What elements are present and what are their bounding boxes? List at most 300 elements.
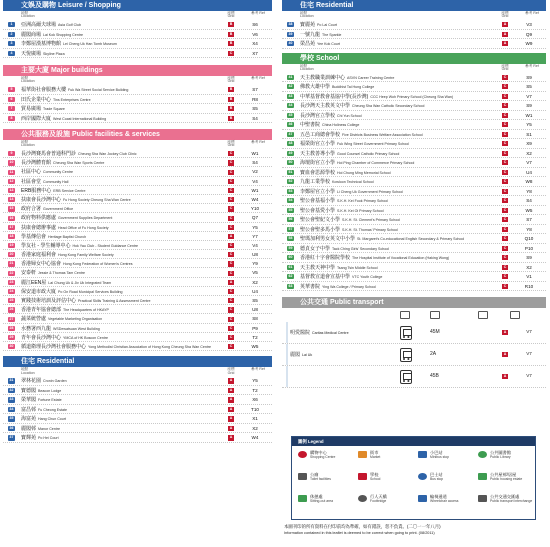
location-name-en: China Holiness College (322, 123, 360, 127)
list-item (3, 314, 272, 323)
column-header-grid: 座標 Grid (227, 76, 235, 84)
list-item (3, 95, 272, 105)
map-reference: V7 (526, 373, 532, 378)
location-name-en: CCC Heep Woh Primary School (Cheung Sha Wan) (370, 94, 454, 99)
location-name-zh: 佛教大雄中學 (300, 84, 331, 90)
location-name-zh: 西岸國際大廈 (21, 115, 52, 122)
location-name-zh: 天主教善導小學 (300, 150, 336, 157)
location-number: 15 (9, 206, 14, 211)
location-number: 53 (288, 188, 293, 193)
footbridge-icon (358, 495, 367, 502)
location-name-en: ERB Service Centre (53, 188, 86, 193)
map-reference: R8 (252, 96, 258, 102)
map-reference: V1 (526, 274, 532, 279)
list-item (282, 187, 546, 197)
map-reference: W4 (251, 196, 259, 202)
column-header-ref: 參考 Ref (251, 11, 265, 15)
location-name-zh: 英華書院 (300, 283, 321, 290)
section-leisure (3, 0, 272, 58)
location-number: 27 (9, 316, 14, 321)
location-number: 32 (9, 387, 14, 392)
location-name-en: S.K.H. Kei Oi Primary School (337, 208, 384, 213)
grid-badge: A (503, 373, 507, 378)
location-name-zh: 聖公會聖多馬小學 (300, 226, 341, 233)
map-reference: X1 (252, 416, 258, 422)
location-name-en: Manor Centre (38, 426, 60, 431)
location-name-zh: 長沙灣賽馬會普通科門診 (21, 151, 77, 157)
list-item (3, 30, 272, 40)
location-name-en: Community Hall (43, 179, 69, 184)
location-name-zh: 富昌邨 (21, 406, 37, 413)
list-item (3, 395, 272, 405)
list-item (3, 333, 272, 342)
location-number: 21 (9, 261, 14, 266)
facilities-list (3, 149, 272, 351)
location-name-zh: 扶康會長沙灣中心 (21, 196, 62, 203)
route-icon (430, 311, 440, 319)
map-reference: Y10 (250, 206, 260, 212)
grid-badge: C (503, 74, 507, 79)
map-reference: X6 (252, 397, 258, 403)
map-reference: X4 (252, 41, 258, 46)
stop-name (290, 351, 312, 358)
location-name-en: Buddhist Tai Hung College (332, 85, 375, 89)
location-name-en: Kowloon Technical School (332, 180, 374, 184)
map-reference: W1 (251, 187, 259, 193)
row-bar (286, 344, 288, 365)
map-reference: Y5 (526, 122, 532, 127)
location-number: 39 (288, 31, 293, 36)
location-name-zh: 榮華閣 (21, 397, 37, 404)
location-name-zh: 聖公會聖紀文小學 (300, 217, 341, 223)
grid-badge: C (229, 307, 233, 312)
section-residential-left (3, 356, 272, 443)
grid-badge: C (229, 316, 233, 321)
grid-badge: C (503, 93, 507, 98)
grid-badge: C (503, 236, 507, 241)
map-reference: S8 (252, 316, 258, 322)
location-name-zh: 青年會長沙灣中心 (21, 334, 62, 341)
grid-badge: C (503, 188, 507, 193)
stop-name-zh: 麗閣 (290, 352, 301, 358)
location-number: 30 (9, 344, 14, 349)
legend-label-zh: 街市 (370, 450, 379, 455)
school-list (282, 73, 546, 292)
map-reference: T2 (252, 334, 258, 340)
list-item (3, 104, 272, 114)
list-item (282, 20, 546, 30)
map-reference: V4 (252, 242, 258, 248)
route-number: 45M (430, 329, 440, 335)
location-name-zh: 一號九龍 (300, 31, 321, 38)
location-name-zh: 長沙灣天主教英文中學 (300, 103, 351, 109)
list-item (3, 158, 272, 167)
grid-badge: C (503, 160, 507, 165)
location-name-en: Hoi Ping Chamber of Commerce Primary School (337, 161, 415, 165)
section-header-residential-left: 住宅 Residential (3, 356, 272, 367)
location-number: 34 (9, 406, 14, 411)
location-name-zh: 政府合署 (21, 206, 42, 213)
legend-label-en: Footbridge (370, 499, 387, 504)
legend-item (490, 473, 522, 481)
section-header-buildings: 主要大廈 Major buildings (3, 65, 272, 76)
map-reference: Y5 (252, 378, 258, 384)
location-number: 16 (9, 215, 14, 220)
location-name-en: S.K.H. St. Clement's Primary School (342, 218, 401, 222)
column-header-ref: 參考 Ref (251, 140, 265, 144)
list-item (282, 73, 546, 83)
legend-label-zh: 休憩處 (310, 494, 323, 499)
legend-label-en: Minibus stop (430, 455, 450, 460)
grid-badge: A (503, 31, 507, 36)
wheelchair-icon (418, 495, 427, 502)
grid-badge: C (503, 103, 507, 108)
list-item (282, 263, 546, 273)
map-reference: S5 (526, 84, 532, 89)
school-icon (358, 473, 367, 480)
stop-name-en: Caritas Medical Centre (312, 331, 349, 335)
grid-badge: B (229, 87, 233, 92)
list-item (282, 234, 546, 244)
location-name-en: VTC Youth College (352, 275, 383, 279)
grid-badge: C (503, 131, 507, 136)
map-reference: W8 (525, 179, 533, 184)
location-name-en: The Hospital Institute of Vocational Education (Haking Wong) (352, 256, 450, 260)
legend-label-en: Public Library (490, 455, 511, 460)
location-number: 20 (9, 252, 14, 257)
grid-badge: A (229, 279, 233, 284)
map-reference: Y9 (252, 261, 258, 267)
location-name-zh: 學基傳信會 (21, 233, 47, 240)
location-name-en: Vegetable Marketing Organisation (48, 317, 103, 322)
location-name-en: Government Office (43, 207, 74, 212)
transport-row (282, 344, 546, 366)
list-item (3, 167, 272, 176)
legend-item (310, 473, 331, 481)
footnote-en: Information contained in this leaflet is deemed to be correct when going to print. (08/2011) (284, 531, 435, 535)
grid-badge: A (503, 41, 507, 46)
location-name-en: Asia Golf Club (58, 23, 81, 27)
location-name-en: Ying Wa College / Primary School (322, 284, 376, 289)
legend-label-en: Public housing estate (490, 477, 523, 482)
location-name-en: Po Lai Court (317, 23, 337, 27)
map-reference: S9 (526, 103, 532, 108)
grid-badge: A (503, 22, 507, 27)
list-item (282, 39, 546, 49)
location-number: 40 (288, 41, 293, 46)
location-name-en: Cronin Garden (43, 379, 67, 384)
transport-list (282, 322, 546, 388)
section-header-transport: 公共交通 Public transport (282, 297, 546, 308)
map-reference: X2 (252, 279, 258, 285)
location-name-en: Hoi Chung Ming Memorial School (337, 170, 391, 175)
list-item (282, 101, 546, 111)
location-name-zh: 基督教宣道會宣基中學 (300, 274, 351, 280)
location-name-zh: 社區會堂 (21, 178, 42, 185)
legend-item (430, 451, 449, 459)
location-name-en: Po Hei Court (38, 436, 59, 441)
map-reference: W1 (525, 112, 533, 118)
location-name-zh: 寶血會思源學校 (300, 169, 336, 176)
location-name-zh: 蔬菜統營處 (21, 316, 47, 323)
grid-badge: C (503, 179, 507, 184)
location-number: 23 (9, 279, 14, 284)
location-number: 26 (9, 307, 14, 312)
location-number: 55 (288, 207, 293, 212)
map-reference: X2 (526, 150, 532, 156)
list-item (282, 215, 546, 225)
location-name-zh: 天主教天神中學 (300, 264, 336, 271)
location-number: 2 (8, 32, 15, 37)
map-reference: S9 (526, 255, 532, 260)
list-item (282, 282, 546, 292)
grid-badge: B (229, 96, 233, 101)
map-reference: S4 (252, 115, 258, 121)
location-name-en: Community Centre (43, 170, 73, 175)
stop-name (290, 373, 292, 379)
stop-name-zh: 明愛醫院 (290, 330, 311, 336)
left-column (0, 0, 276, 443)
location-number: 19 (9, 243, 14, 248)
row-bar (286, 366, 288, 387)
grid-badge: C (503, 207, 507, 212)
legend-label-zh: 小巴站 (430, 450, 443, 455)
toilet-icon (298, 473, 307, 480)
legend-item (370, 495, 387, 503)
location-number: 49 (288, 150, 293, 155)
list-item (3, 259, 272, 268)
grid-badge: A (229, 397, 233, 402)
location-name-en: Government Supplies Department (58, 216, 113, 221)
map-reference: U8 (252, 307, 258, 313)
location-name-zh: 實踐技術培訓及評估中心 (21, 298, 77, 304)
legend-label-en: Market (370, 455, 381, 460)
list-item (282, 139, 546, 149)
column-header (21, 11, 272, 20)
location-name-en: Hong Kong Federation of Women's Centres (63, 262, 133, 267)
list-item (282, 196, 546, 206)
location-name-en: YMCA of HK Boscon Centre (63, 335, 108, 340)
location-name-en: Five Districts Business Welfare Association School (342, 132, 423, 137)
list-item (3, 324, 272, 333)
section-header-school: 學校 School (282, 53, 546, 64)
location-number: 58 (288, 236, 293, 241)
location-name-en: S.K.H. St. Thomas' Primary School (342, 227, 398, 232)
location-name-zh: 寶麗苑 (300, 22, 316, 28)
location-name-en: Yong Methodist Christian Association of Hong Kong Cheung Sha Wan Centre (88, 344, 212, 349)
map-reference: S4 (252, 160, 258, 166)
location-name-zh: 學友社 - 學生輔導中心 (21, 242, 71, 249)
location-name-en: St. Margaret's Co-educational English Secondary & Primary School (357, 237, 465, 241)
list-item (282, 149, 546, 159)
legend-label-zh: 學校 (370, 472, 379, 477)
map-reference: Q9 (525, 31, 533, 37)
grid-badge: B (229, 31, 233, 36)
location-name-zh: 寶德閣 (21, 387, 37, 394)
map-reference: V2 (252, 169, 258, 175)
grid-badge: C (503, 112, 507, 117)
transport-row (282, 322, 546, 344)
column-header-ref: 參考 Ref (525, 63, 539, 68)
legend-label-en: Toilet facilities (310, 477, 331, 482)
legend-box (291, 436, 536, 520)
location-name-zh: 李鄭屋漢墓博物館 (21, 41, 62, 47)
map-reference: S4 (526, 198, 532, 203)
list-item (282, 244, 546, 254)
location-name-zh: 聖公會基愛小學 (300, 207, 336, 214)
location-name-zh: 田氏企業中心 (21, 96, 52, 103)
grid-badge: C (229, 344, 233, 349)
location-name-en: ASVN Career Training Centre (347, 75, 395, 80)
map-reference: T10 (251, 406, 259, 412)
location-number: 45 (288, 112, 293, 117)
grid-badge: C (229, 334, 233, 339)
location-name-en: Tsang Tsin Middle School (337, 265, 378, 270)
map-reference: W5 (251, 343, 259, 349)
location-number: 62 (288, 274, 293, 279)
list-item (3, 296, 272, 305)
grid-badge: B (229, 115, 233, 120)
location-number: 5 (8, 87, 15, 92)
list-item (282, 111, 546, 121)
grid-badge: C (229, 270, 233, 275)
map-reference: P9 (252, 325, 258, 331)
map-reference: V7 (526, 160, 532, 165)
list-item (3, 268, 272, 277)
grid-badge: C (229, 252, 233, 257)
grid-badge: A (229, 425, 233, 430)
location-number: 18 (9, 233, 14, 238)
grid-badge: A (503, 351, 507, 356)
location-name-zh: 貿易廣場 (21, 106, 42, 112)
list-item (3, 305, 272, 314)
residential-right-list (282, 20, 546, 49)
footnote-zh: 本圖刊印的所有資料在付印前均為準確，如有錯誤，恕不負責。(二〇一一年八月) (284, 524, 441, 529)
location-name-zh: 中聖書院 (300, 122, 321, 128)
grid-badge: C (229, 151, 233, 156)
column-header-ref: 參考 Ref (251, 367, 265, 372)
location-number: 48 (288, 141, 293, 146)
grid-badge: A (229, 378, 233, 383)
list-item (282, 30, 546, 40)
grid-badge: A (229, 416, 233, 421)
residential-left-list (3, 376, 272, 443)
map-reference: X7 (252, 50, 258, 56)
section-residential-right (282, 0, 546, 49)
column-header (21, 76, 272, 85)
list-item (3, 414, 272, 424)
location-name-zh: 香港家庭福利會 (21, 252, 57, 259)
list-item (3, 114, 272, 124)
location-number: 12 (9, 178, 14, 183)
grid-badge: C (503, 226, 507, 231)
location-number: 59 (288, 245, 293, 250)
location-name-zh: 海富苑 (21, 416, 37, 423)
column-header-location: 地點 Location (300, 11, 314, 19)
grid-badge: C (229, 206, 233, 211)
bus-icon (400, 311, 410, 319)
location-name-zh: 天悅廣場 (21, 50, 42, 57)
location-number: 46 (288, 122, 293, 127)
location-name-zh: 香港婦女中心協會 (21, 261, 62, 268)
legend-label-zh: 公廁 (310, 472, 319, 477)
grid-badge: C (229, 325, 233, 330)
location-name-zh: 福榮街官立小學 (300, 141, 336, 147)
map-reference: Q7 (251, 215, 259, 221)
location-number: 42 (288, 84, 293, 89)
location-name-zh: 聖瑪加利男女英文中小學 (300, 236, 356, 242)
location-name-en: Fuk Wa Street Social Service Building (68, 88, 129, 92)
location-name-zh: 循道衛理長沙灣社會服務中心 (21, 343, 87, 350)
location-name-zh: 長沙灣官立學校 (300, 112, 336, 119)
location-number: 4 (8, 51, 15, 56)
legend-label-zh: 購物中心 (310, 450, 327, 455)
location-name-zh: 麗閣邨 (21, 425, 37, 432)
legend-label-en: Bus stop (430, 477, 444, 482)
location-number: 24 (9, 289, 14, 293)
location-name-zh: 政府物料供應處 (21, 215, 57, 222)
legend-item (490, 495, 532, 503)
map-reference: V4 (252, 178, 258, 184)
list-item (3, 342, 272, 351)
list-item (3, 232, 272, 241)
location-number: 63 (288, 283, 293, 288)
route-number: 45B (430, 373, 439, 379)
grid-badge: A (503, 329, 507, 334)
location-name-en: Fortune Estate (38, 398, 62, 403)
map-reference: S6 (252, 22, 258, 27)
location-name-en: Heritage Baptist Church (48, 234, 87, 239)
location-name-zh: 德貞女子中學 (300, 245, 331, 252)
location-number: 29 (9, 334, 14, 339)
list-item (3, 223, 272, 232)
location-number: 37 (9, 435, 14, 440)
location-name-zh: 九龍工業學校 (300, 179, 331, 185)
section-header-leisure: 文娛及購物 Leisure / Shopping (3, 0, 272, 11)
location-number: 35 (9, 416, 14, 421)
location-number: 51 (288, 169, 293, 174)
market-icon (358, 451, 367, 458)
list-item (282, 253, 546, 263)
list-item (3, 213, 272, 222)
buildings-list (3, 85, 272, 123)
map-reference: V7 (526, 329, 532, 334)
map-reference: Y7 (252, 233, 258, 239)
location-name-en: Skyline Plaza (43, 51, 65, 56)
location-name-en: Li Cheng Uk Government Primary School (337, 189, 403, 194)
location-name-zh: 五邑工商總會學校 (300, 131, 341, 138)
minibus-stop-icon (418, 451, 427, 458)
leisure-list (3, 20, 272, 58)
grid-badge: C (229, 50, 233, 55)
grid-badge: B (229, 22, 233, 27)
map-reference: V6 (252, 31, 258, 37)
legend-label-zh: 公共圖書館 (490, 450, 511, 455)
location-name-zh: 保安道市政大廈 (21, 288, 57, 295)
map-reference: V3 (526, 22, 532, 27)
location-number: 25 (9, 298, 14, 303)
list-item (3, 149, 272, 158)
section-facilities (3, 129, 272, 351)
map-reference: Q10 (524, 236, 534, 241)
location-number: 57 (288, 226, 293, 231)
list-item (3, 287, 272, 296)
legend-item (430, 495, 458, 503)
location-name-en: Cheung Sha Wan Sports Centre (53, 161, 105, 166)
sitting-out-icon (298, 495, 307, 502)
location-name-zh: 亞洲高爾夫球場 (21, 22, 57, 28)
column-header-location: 地點 Location (21, 11, 35, 19)
